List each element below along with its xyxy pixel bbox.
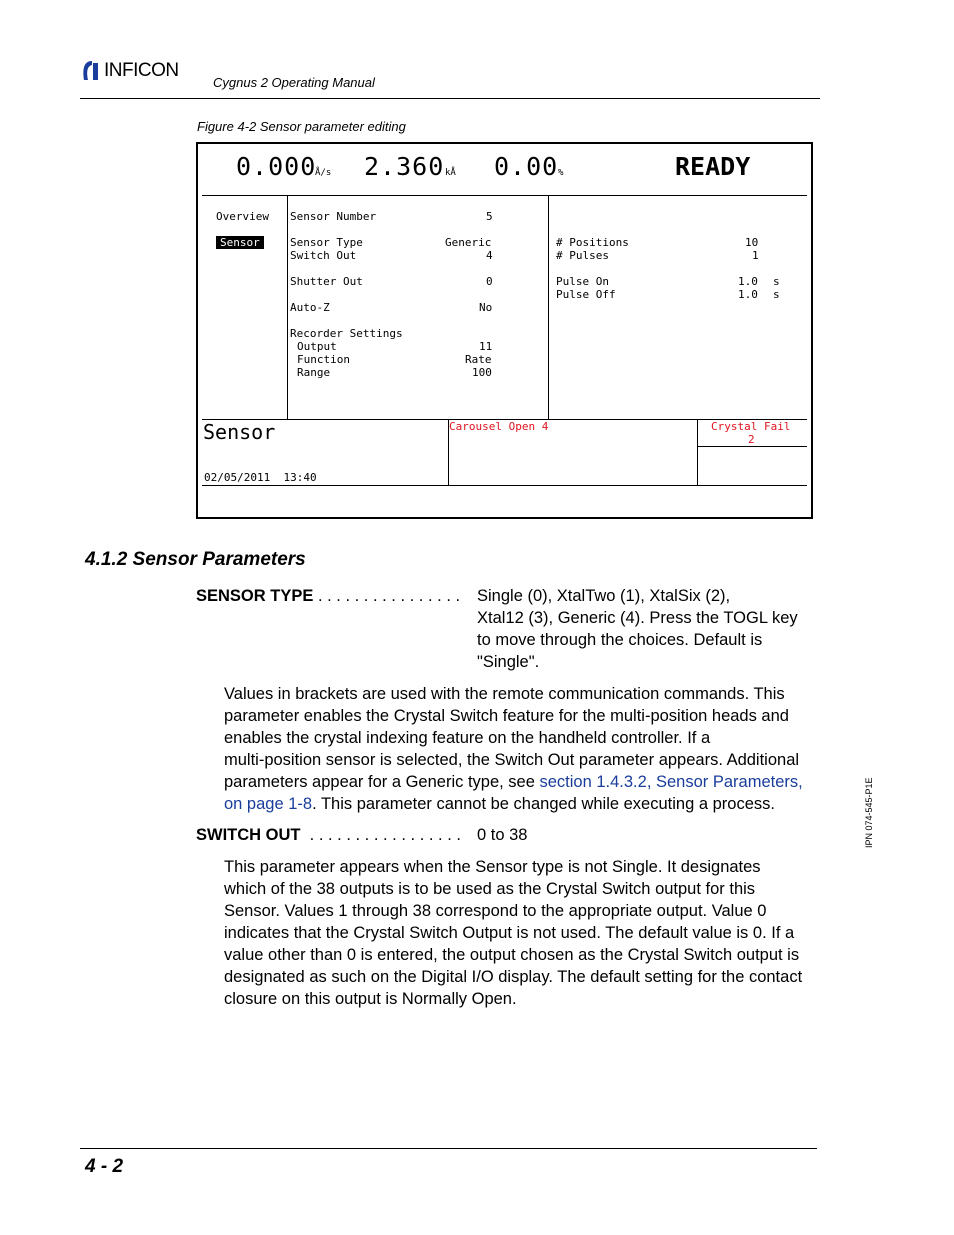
footer-datetime: 02/05/2011 13:40: [204, 471, 317, 484]
switch-out-dots: . . . . . . . . . . . . . . . . .: [300, 826, 461, 844]
switch-out-definition: 0 to 38: [477, 826, 528, 844]
pulses-label: # Pulses: [556, 249, 609, 262]
menu-overview[interactable]: Overview: [216, 210, 269, 223]
side-ipn-label: IPN 074-545-P1E: [864, 777, 874, 848]
controller-screen: [196, 142, 813, 519]
sensor-type-term: [196, 585, 460, 607]
thickness-unit: kÅ: [445, 168, 456, 178]
section-link[interactable]: section 1.4.3.2, Sensor Parameters,: [539, 773, 803, 791]
pulse-off-value[interactable]: 1.0: [738, 288, 758, 301]
pulse-on-label: Pulse On: [556, 275, 609, 288]
switch-out-value[interactable]: 4: [486, 249, 493, 262]
alarm-carousel-open: Carousel Open 4: [449, 420, 549, 433]
sensor-type-def-line: to move through the choices. Default is: [477, 631, 763, 649]
rate-unit: Å/s: [315, 168, 332, 178]
range-label: Range: [297, 366, 331, 379]
paragraph-line: Sensor. Values 1 through 38 correspond to the appropriate output. Value 0: [224, 902, 767, 920]
sensor-number-label: Sensor Number: [290, 210, 377, 223]
paragraph-line: designated as such on the Digital I/O display. The default setting for the contact: [224, 968, 803, 986]
recorder-settings-label: Recorder Settings: [290, 327, 403, 340]
status-ready: READY: [675, 152, 751, 181]
pulses-value[interactable]: 1: [752, 249, 759, 262]
pulse-off-unit: s: [773, 288, 780, 301]
sensor-type-label: Sensor Type: [290, 236, 363, 249]
paragraph-line: value other than 0 is entered, the output chosen as the Crystal Switch output is: [224, 946, 800, 964]
switch-out-paragraph: [224, 856, 802, 1010]
auto-z-value[interactable]: No: [479, 301, 493, 314]
pulse-on-value[interactable]: 1.0: [738, 275, 758, 288]
positions-label: # Positions: [556, 236, 629, 249]
output-label: Output: [297, 340, 337, 353]
sensor-type-def-line: "Single".: [477, 653, 540, 671]
paragraph-text: parameters appear for a Generic type, see: [224, 773, 540, 791]
paragraph-line: This parameter appears when the Sensor type is not Single. It designates: [224, 858, 761, 876]
rate-value: 0.000: [236, 152, 317, 181]
sensor-type-label: SENSOR TYPE: [196, 587, 314, 605]
paragraph-line: indicates that the Crystal Switch Output is not used. The default value is 0. If a: [224, 924, 795, 942]
function-value[interactable]: Rate: [465, 353, 492, 366]
sensor-type-value[interactable]: Generic: [445, 236, 492, 249]
top-divider: [202, 195, 807, 196]
paragraph-line: enables the crystal indexing feature on the handheld controller. If a: [224, 729, 711, 747]
alarm-crystal-fail-number: 2: [748, 433, 755, 446]
pulse-on-unit: s: [773, 275, 780, 288]
menu-sensor-selected[interactable]: Sensor: [216, 236, 264, 249]
switch-out-label: Switch Out: [290, 249, 357, 262]
footer-divider-2: [697, 419, 698, 485]
brand-logo-text: INFICON: [104, 60, 179, 81]
middle-column-divider: [548, 195, 549, 419]
section-heading: 4.1.2 Sensor Parameters: [85, 549, 306, 570]
paragraph-line: [224, 793, 803, 815]
paragraph-line: parameter enables the Crystal Switch feature for the multi-position heads and: [224, 707, 789, 725]
switch-out-label: SWITCH OUT: [196, 826, 301, 844]
auto-z-label: Auto-Z: [290, 301, 330, 314]
paragraph-text: . This parameter cannot be changed while executing a process.: [312, 795, 775, 813]
page-number: 4 - 2: [85, 1156, 124, 1177]
sensor-type-paragraph: [224, 683, 803, 815]
thickness-value: 2.360: [364, 152, 445, 181]
sensor-type-definition: [477, 585, 798, 673]
sensor-number-value[interactable]: 5: [486, 210, 493, 223]
pulse-off-label: Pulse Off: [556, 288, 616, 301]
footer-rule: [80, 1148, 817, 1149]
percent-unit: %: [558, 168, 564, 178]
sensor-type-def-line: Xtal12 (3), Generic (4). Press the TOGL key: [477, 609, 798, 627]
paragraph-line: multi-position sensor is selected, the Switch Out parameter appears. Additional: [224, 751, 800, 769]
switch-out-term: [196, 824, 461, 846]
figure-caption: Figure 4-2 Sensor parameter editing: [197, 119, 406, 134]
left-column-divider: [287, 195, 288, 419]
shutter-out-value[interactable]: 0: [486, 275, 493, 288]
manual-title: Cygnus 2 Operating Manual: [213, 75, 375, 90]
paragraph-line: closure on this output is Normally Open.: [224, 990, 517, 1008]
page-link[interactable]: on page 1-8: [224, 795, 313, 813]
output-value[interactable]: 11: [479, 340, 493, 353]
paragraph-line: which of the 38 outputs is to be used as the Crystal Switch output for this: [224, 880, 756, 898]
alarm-crystal-fail: Crystal Fail: [711, 420, 791, 433]
shutter-out-label: Shutter Out: [290, 275, 363, 288]
footer-title: Sensor: [203, 420, 276, 444]
paragraph-line: Values in brackets are used with the remote communication commands. This: [224, 685, 785, 703]
function-label: Function: [297, 353, 350, 366]
paragraph-line: [224, 771, 803, 793]
positions-value[interactable]: 10: [745, 236, 759, 249]
footer-alarm-divider: [697, 446, 807, 447]
range-value[interactable]: 100: [472, 366, 492, 379]
footer-bottom-divider: [202, 485, 807, 486]
inficon-logo-mark: [80, 58, 104, 84]
sensor-type-dots: . . . . . . . . . . . . . . . .: [313, 587, 461, 605]
sensor-type-def-line: Single (0), XtalTwo (1), XtalSix (2),: [477, 587, 731, 605]
header-rule: [80, 98, 820, 99]
percent-value: 0.00: [494, 152, 559, 181]
